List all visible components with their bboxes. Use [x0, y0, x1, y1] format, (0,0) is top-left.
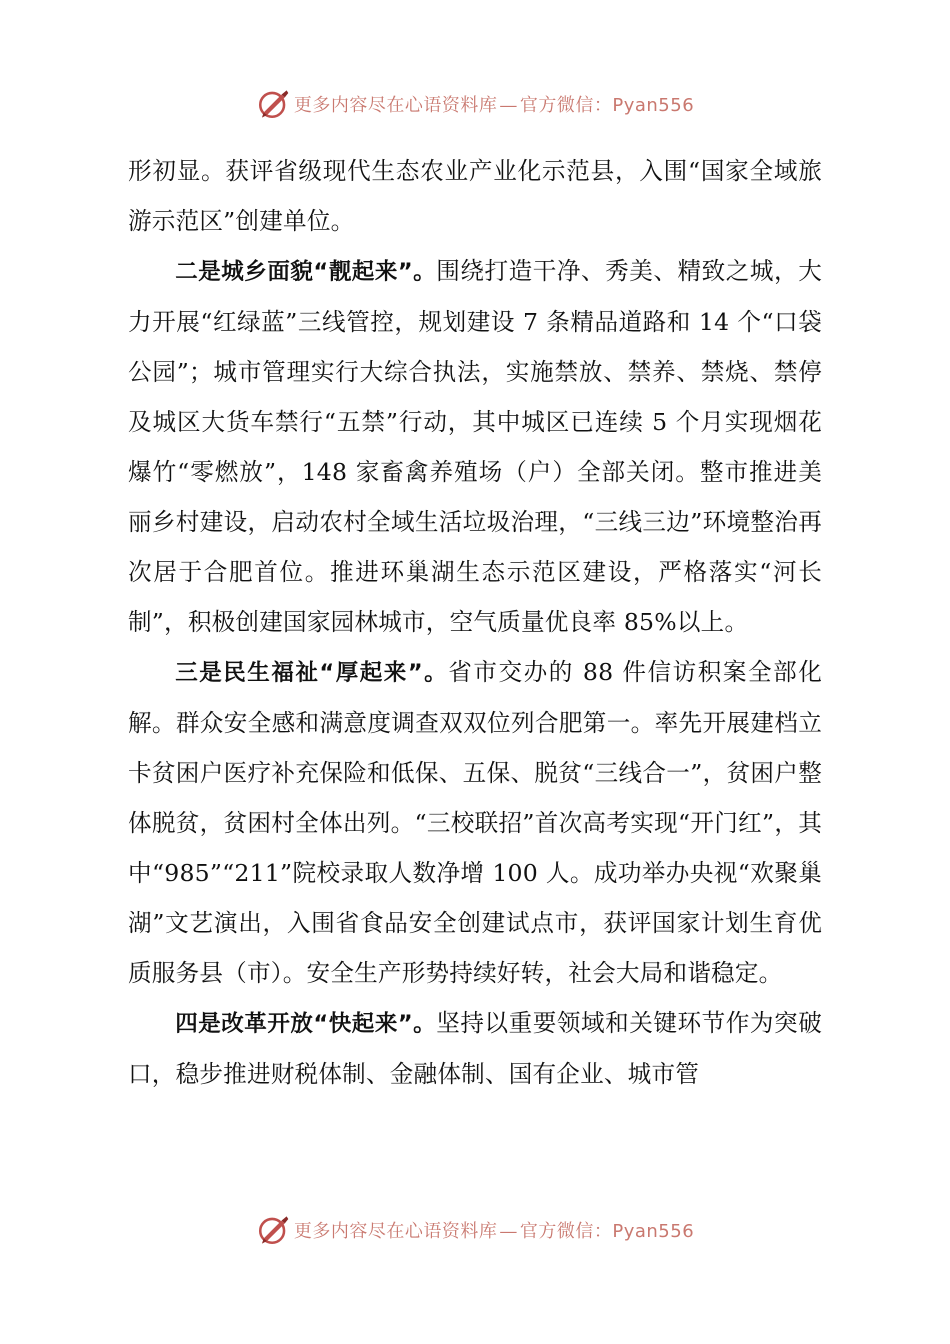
watermark-text: 更多内容尽在心语资料库 — 官方微信：Pyan556 [293, 95, 695, 116]
paragraph-3-lead: 三是民生福祉“厚起来”。 [175, 660, 449, 686]
watermark-text: 更多内容尽在心语资料库 — 官方微信：Pyan556 [293, 1221, 695, 1242]
paragraph-3 [128, 647, 822, 998]
paragraph-2-lead: 二是城乡面貌“靓起来”。 [175, 259, 437, 285]
paragraph-4 [128, 998, 822, 1099]
paragraph-2-body: 围绕打造干净、秀美、精致之城，大力开展“红绿蓝”三线管控，规划建设 7 条精品道路和 14 个“口袋公园”；城市管理实行大综合执法，实施禁放、禁养、禁烧、禁停及城区大货车禁行“五禁”行动，其中城区已连续 5 个月实现烟花爆竹“零燃放”，148 家畜禽养殖场（户）全部关闭。整市推进美丽乡村建设，启动农村全域生活垃圾治理，“三线三边”环境整治再次居于合肥首位。推进环巢湖生态示范区建设，严格落实“河长制”，积极创建国家园林城市，空气质量优良率 85%以上。 [128, 257, 822, 636]
paragraph-1-body: 形初显。获评省级现代生态农业产业化示范县，入围“国家全域旅游示范区”创建单位。 [128, 157, 822, 235]
footer-watermark [0, 1210, 950, 1250]
paragraph-1 [128, 146, 822, 246]
pen-logo-icon [256, 1213, 290, 1247]
header-watermark [0, 84, 950, 124]
paragraph-3-body: 省市交办的 88 件信访积案全部化解。群众安全感和满意度调查双双位列合肥第一。率先开展建档立卡贫困户医疗补充保险和低保、五保、脱贫“三线合一”，贫困户整体脱贫，贫困村全体出列。“三校联招”首次高考实现“开门红”，其中“985”“211”院校录取人数净增 100 人。成功举办央视“欢聚巢湖”文艺演出，入围省食品安全创建试点市，获评国家计划生育优质服务县（市）。安全生产形势持续好转，社会大局和谐稳定。 [128, 658, 823, 987]
pen-logo-icon [256, 87, 290, 121]
paragraph-4-lead: 四是改革开放“快起来”。 [175, 1011, 437, 1037]
paragraph-2 [128, 246, 822, 647]
document-body [128, 146, 822, 1099]
paragraph-4-body: 坚持以重要领域和关键环节作为突破口，稳步推进财税体制、金融体制、国有企业、城市管 [128, 1009, 822, 1088]
